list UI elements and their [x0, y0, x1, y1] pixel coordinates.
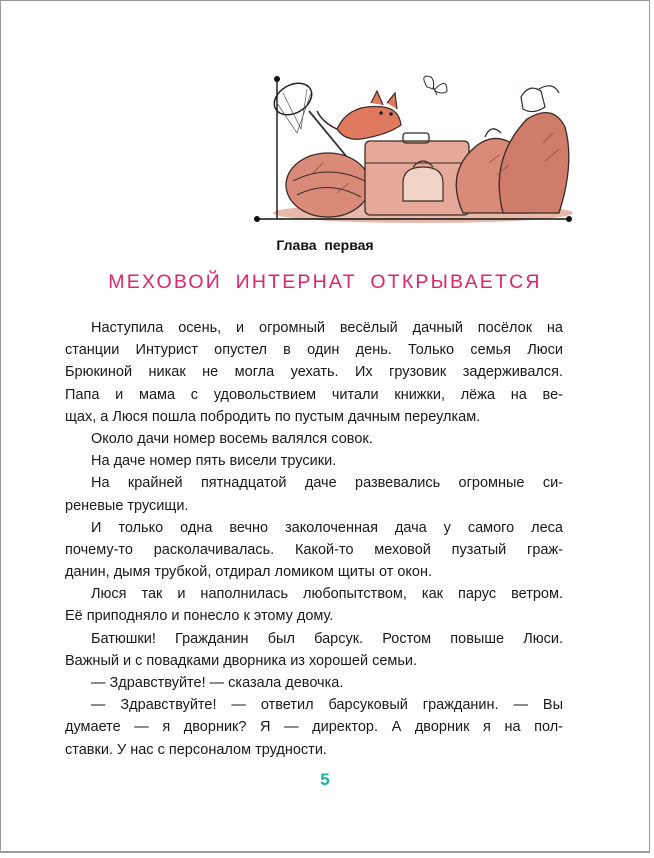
- text-line: Её приподняло и понесло к этому дому.: [65, 608, 334, 625]
- text-line: — Здравствуйте! — ответил барсуковый гражданин. — Вы: [91, 697, 563, 714]
- text-line: думаете — я дворник? Я — директор. А дворник я на пол-: [65, 719, 563, 736]
- text-line: На даче номер пять висели трусики.: [91, 453, 337, 470]
- text-line: реневые трусищи.: [65, 497, 189, 514]
- text-line: Папа и мама с удовольствием читали книжки, лёжа на ве-: [65, 386, 563, 403]
- page-number: 5: [320, 770, 330, 789]
- body-text: [65, 317, 563, 761]
- chapter-title: МЕХОВОЙ ИНТЕРНАТ ОТКРЫВАЕТСЯ: [108, 271, 542, 293]
- chapter-number: Глава первая: [276, 237, 374, 253]
- text-line: И только одна вечно заколоченная дача у самого леса: [91, 519, 563, 536]
- chapter-illustration: [253, 63, 575, 225]
- text-line: станции Интурист опустел в один день. Только семья Люси: [65, 342, 563, 359]
- text-line: щах, а Люся пошла побродить по пустым дачным переулкам.: [65, 408, 481, 425]
- text-line: почему-то расколачивалась. Какой-то меховой пузатый граж-: [65, 541, 563, 558]
- text-line: Наступила осень, и огромный весёлый дачный посёлок на: [91, 320, 563, 336]
- text-line: — Здравствуйте! — сказала девочка.: [91, 675, 344, 691]
- text-line: данин, дымя трубкой, отдирал ломиком щиты от окон.: [65, 564, 433, 581]
- text-line: Важный и с повадками дворника из хорошей семьи.: [65, 652, 418, 669]
- text-line: Около дачи номер восемь валялся совок.: [91, 430, 373, 447]
- text-line: На крайней пятнадцатой даче развевались огромные си-: [91, 475, 563, 492]
- text-line: Батюшки! Гражданин был барсук. Ростом повыше Люси.: [91, 630, 563, 647]
- text-line: ставки. У нас с персоналом трудности.: [65, 741, 327, 758]
- text-line: Брюкиной никак не могла уехать. Их грузовик задерживался.: [65, 364, 563, 381]
- text-line: Люся так и наполнилась любопытством, как парус ветром.: [91, 586, 563, 603]
